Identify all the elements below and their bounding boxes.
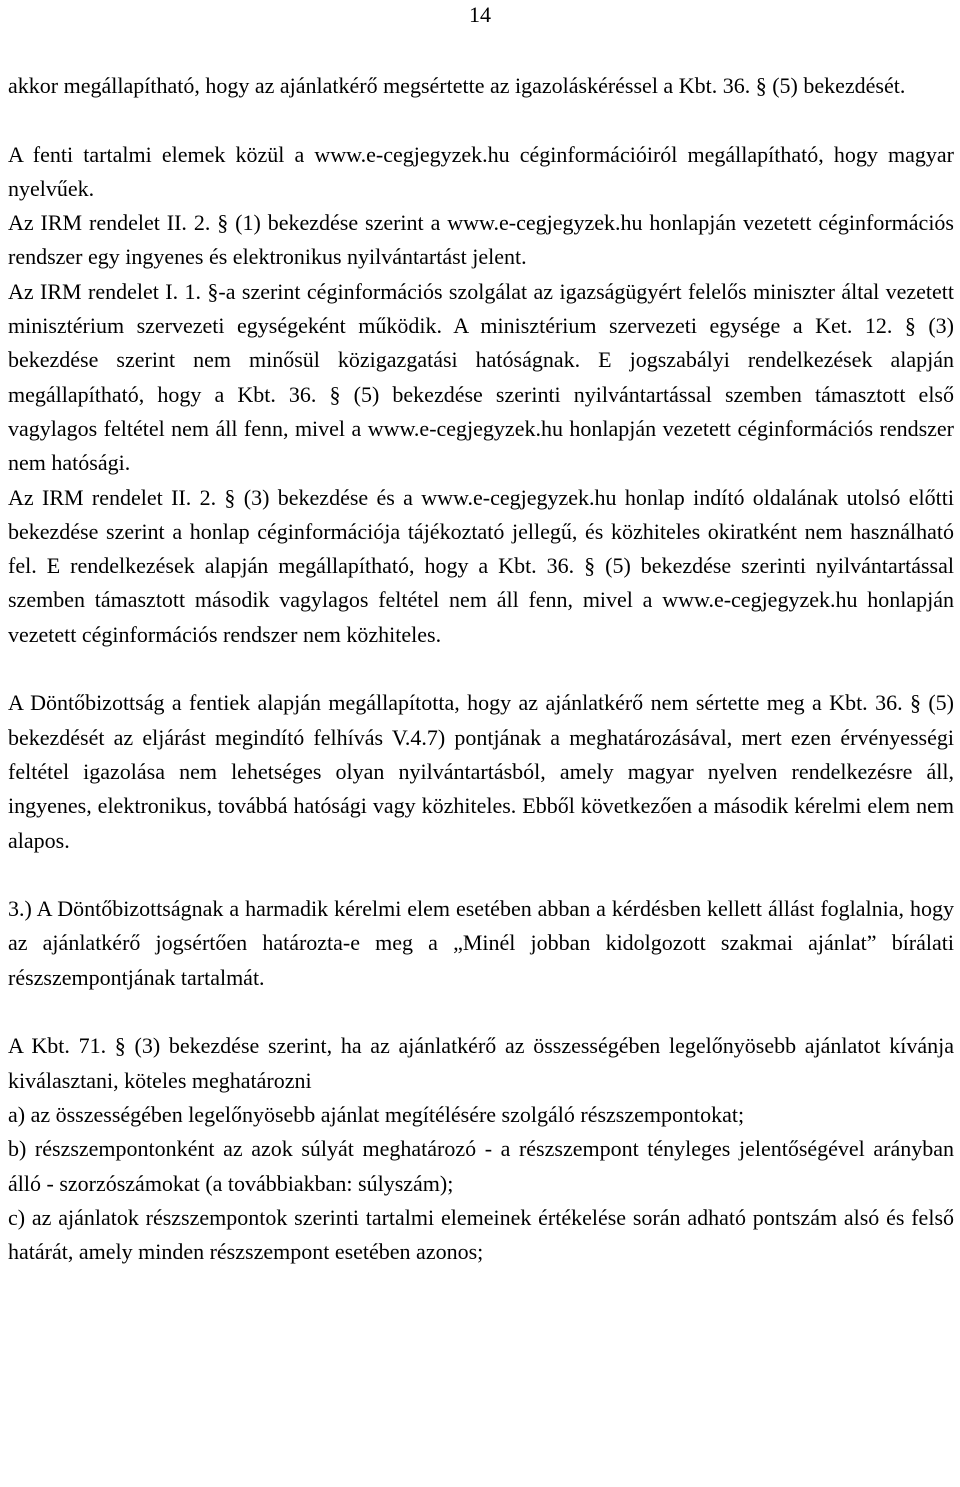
- page-number: 14: [469, 2, 491, 27]
- paragraph-gap: [8, 995, 954, 1029]
- paragraph-2: A fenti tartalmi elemek közül a www.e-cegjegyzek.hu céginformációiról megállapítható, hogy magyar nyelvűek.: [8, 141, 954, 201]
- paragraph-1: akkor megállapítható, hogy az ajánlatkérő megsértette az igazoláskéréssel a Kbt. 36. § (5) bekezdését.: [8, 73, 906, 98]
- list-item-a: a) az összességében legelőnyösebb ajánlat megítélésére szolgáló részszempontokat;: [8, 1101, 745, 1127]
- paragraph-gap: [8, 858, 954, 892]
- paragraph-5: Az IRM rendelet II. 2. § (3) bekezdése és a www.e-cegjegyzek.hu honlap indító oldalának utolsó előtti bekezdése szerint a honlap céginformációja tájékoztató jellegű, és közhiteles okiratként nem használható fel. E rendelkezések alapján megállapítható, hogy a Kbt. 36. § (5) bekezdése szerinti nyilvántartással szemben támasztott második vagylagos feltétel nem áll fenn, mivel a www.e-cegjegyzek.hu honlapján vezetett céginformációs rendszer nem közhiteles.: [8, 484, 954, 647]
- paragraph-3: Az IRM rendelet II. 2. § (1) bekezdése szerint a www.e-cegjegyzek.hu honlapján vezetett céginformációs rendszer egy ingyenes és elektronikus nyilvántartást jelent.: [8, 210, 954, 270]
- paragraph-7: 3.) A Döntőbizottságnak a harmadik kérelmi elem esetében abban a kérdésben kellett állást foglalnia, hogy az ajánlatkérő jogsértően határozta-e meg a „Minél jobban kidolgozott szakmai ajánlat” bírálati részszempontjának tartalmát.: [8, 896, 954, 990]
- document-body: [8, 69, 954, 1269]
- list-item-b: b) részszempontonként az azok súlyát meghatározó - a részszempont tényleges jelentőségével arányban álló - szorzószámokat (a továbbiakban: súlyszám);: [8, 1136, 954, 1196]
- paragraph-8: A Kbt. 71. § (3) bekezdése szerint, ha az ajánlatkérő az összességében legelőnyösebb ajánlatot kívánja kiválasztani, köteles meghatározni: [8, 1033, 954, 1093]
- list-item-c: c) az ajánlatok részszempontok szerinti tartalmi elemeinek értékelése során adható pontszám alsó és felső határát, amely minden részszempont esetében azonos;: [8, 1204, 954, 1265]
- paragraph-gap: [8, 652, 954, 686]
- paragraph-4: Az IRM rendelet I. 1. §-a szerint céginformációs szolgálat az igazságügyért felelős miniszter által vezetett minisztérium szervezeti egységeként működik. A minisztérium szervezeti egysége a Ket. 12. § (3) bekezdése szerint nem minősül közigazgatási hatóságnak. E jogszabályi rendelkezések alapján megállapítható, hogy a Kbt. 36. § (5) bekezdése szerinti nyilvántartással szemben támasztott első vagylagos feltétel nem áll fenn, mivel a www.e-cegjegyzek.hu honlapján vezetett céginformációs rendszer nem hatósági.: [8, 278, 954, 476]
- paragraph-6: A Döntőbizottság a fentiek alapján megállapította, hogy az ajánlatkérő nem sértette meg a Kbt. 36. § (5) bekezdését az eljárást megindító felhívás V.4.7) pontjának a meghatározásával, mert ezen érvényességi feltétel igazolása nem lehetséges olyan nyilvántartásból, amely magyar nyelven rendelkezésre áll, ingyenes, elektronikus, továbbá hatósági vagy közhiteles. Ebből következően a második kérelmi elem nem alapos.: [8, 690, 954, 853]
- paragraph-gap: [8, 103, 954, 137]
